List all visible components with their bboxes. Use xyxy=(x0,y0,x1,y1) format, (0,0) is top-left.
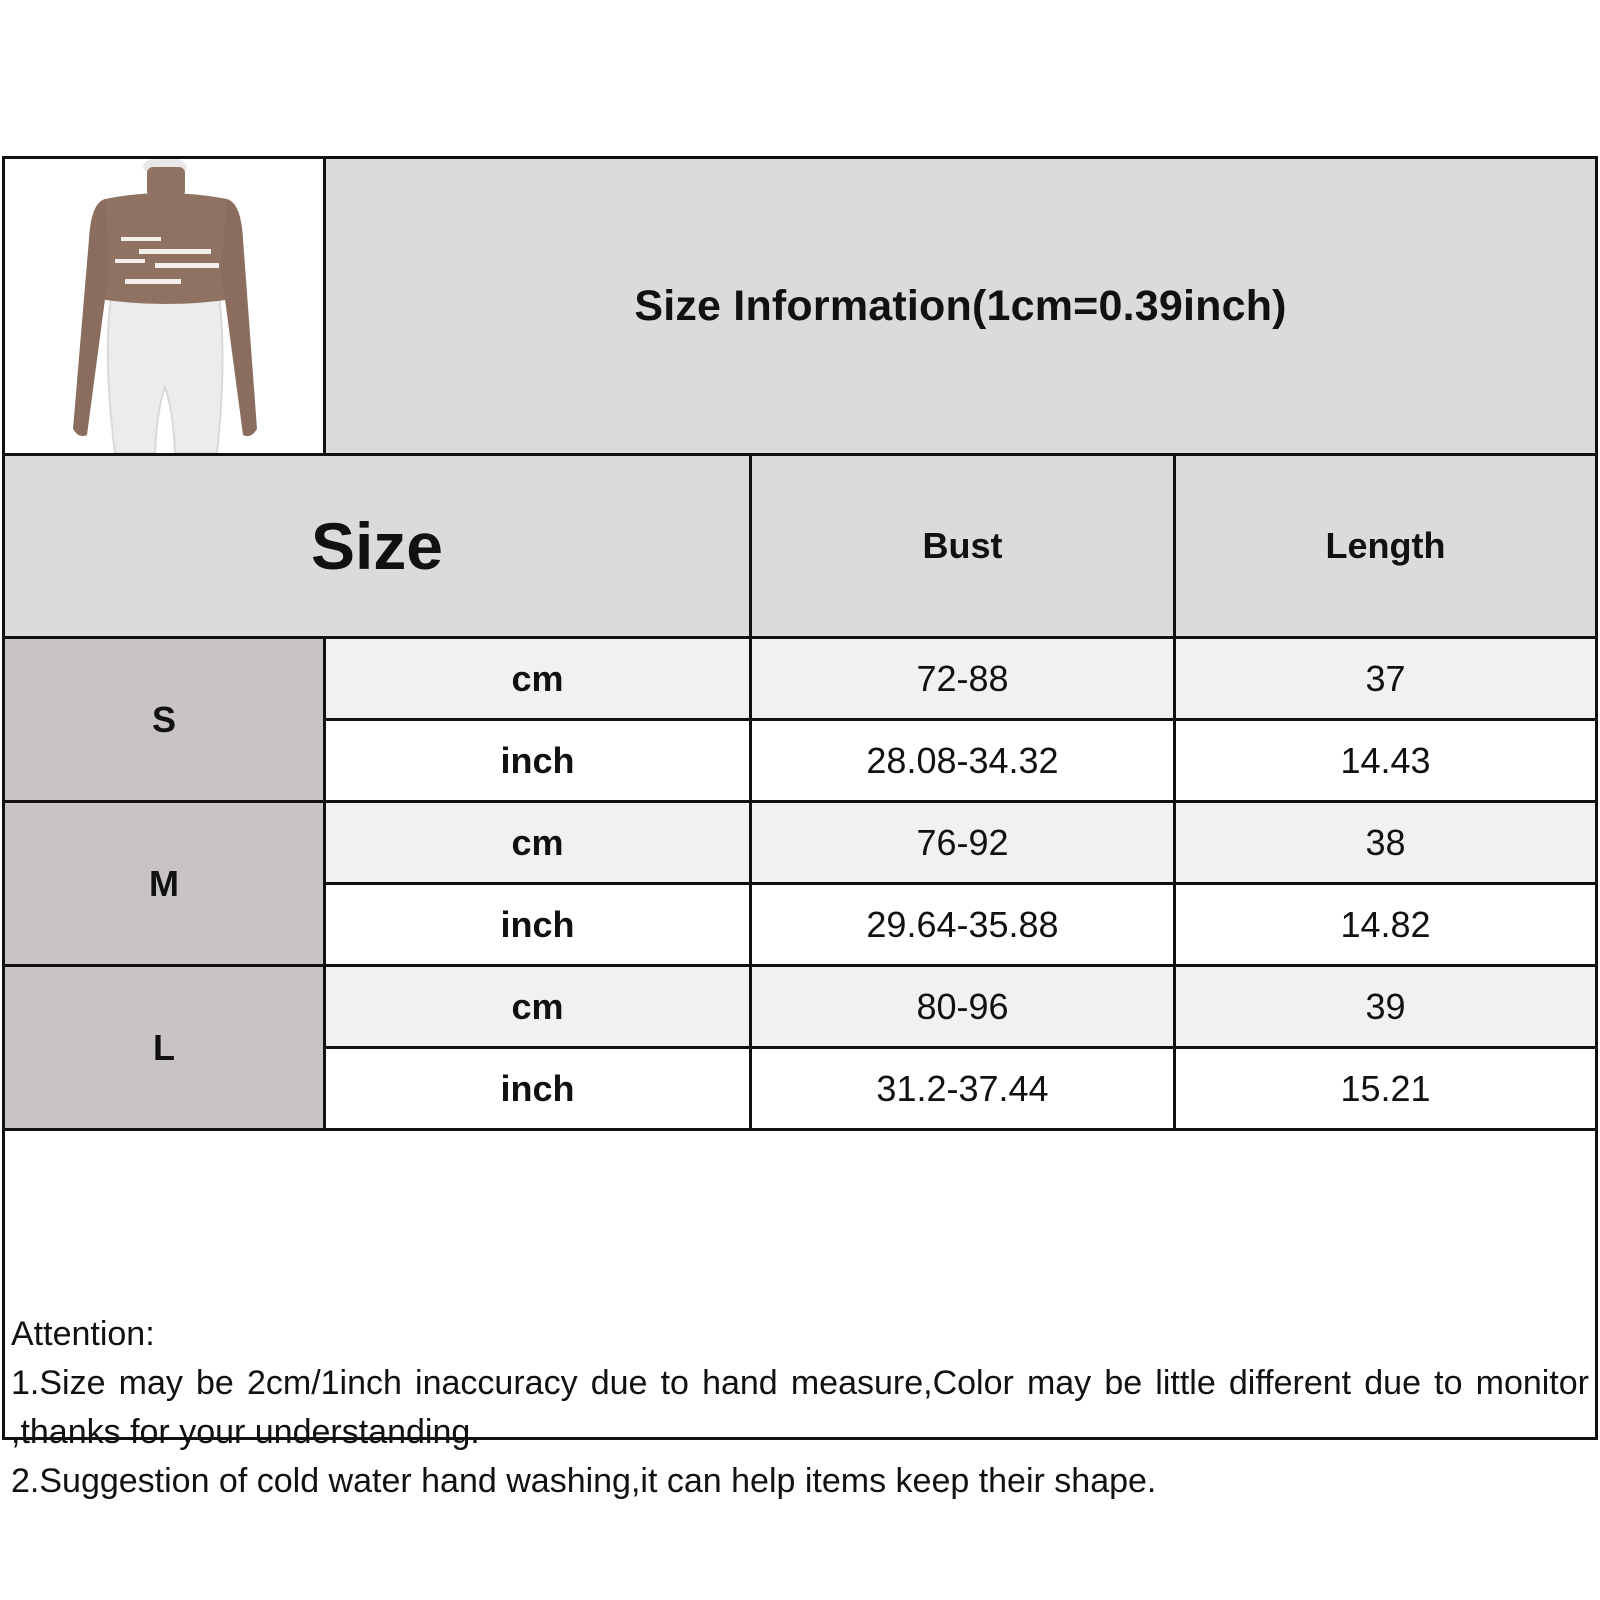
attention-notes xyxy=(5,1304,1595,1500)
length-value: 38 xyxy=(1176,803,1595,885)
table-row xyxy=(326,803,1595,885)
bust-value: 76-92 xyxy=(752,803,1176,885)
size-label: L xyxy=(5,967,326,1131)
unit-inch: inch xyxy=(326,885,752,967)
table-row xyxy=(326,721,1595,803)
size-group-m xyxy=(5,803,1595,967)
bust-value: 28.08-34.32 xyxy=(752,721,1176,803)
length-value: 14.82 xyxy=(1176,885,1595,967)
product-image-cell xyxy=(5,159,326,456)
notes-heading: Attention: xyxy=(11,1315,155,1353)
size-chart xyxy=(2,156,1598,1500)
size-label: S xyxy=(5,639,326,803)
note-line-2: 2.Suggestion of cold water hand washing,it can help items keep their shape. xyxy=(11,1462,1157,1500)
size-table xyxy=(5,456,1595,1131)
bust-value: 72-88 xyxy=(752,639,1176,721)
table-row xyxy=(326,1049,1595,1131)
unit-cm: cm xyxy=(326,803,752,885)
unit-inch: inch xyxy=(326,721,752,803)
header-length: Length xyxy=(1176,456,1595,639)
size-label: M xyxy=(5,803,326,967)
title-cell xyxy=(326,159,1595,456)
table-row xyxy=(326,639,1595,721)
length-value: 15.21 xyxy=(1176,1049,1595,1131)
unit-cm: cm xyxy=(326,639,752,721)
unit-cm: cm xyxy=(326,967,752,1049)
note-line-1: 1.Size may be 2cm/1inch inaccuracy due to hand measure,Color may be little different due to monitor ,thanks for your understanding. xyxy=(11,1364,1589,1451)
table-row xyxy=(326,967,1595,1049)
header-size: Size xyxy=(5,456,752,639)
size-group-l xyxy=(5,967,1595,1131)
unit-inch: inch xyxy=(326,1049,752,1131)
table-row xyxy=(326,885,1595,967)
header-bust: Bust xyxy=(752,456,1176,639)
length-value: 14.43 xyxy=(1176,721,1595,803)
table-header-row xyxy=(5,456,1595,639)
bust-value: 31.2-37.44 xyxy=(752,1049,1176,1131)
length-value: 37 xyxy=(1176,639,1595,721)
size-group-s xyxy=(5,639,1595,803)
bust-value: 29.64-35.88 xyxy=(752,885,1176,967)
length-value: 39 xyxy=(1176,967,1595,1049)
page-title: Size Information(1cm=0.39inch) xyxy=(634,281,1287,330)
turtleneck-crop-top-photo xyxy=(5,159,323,453)
bust-value: 80-96 xyxy=(752,967,1176,1049)
